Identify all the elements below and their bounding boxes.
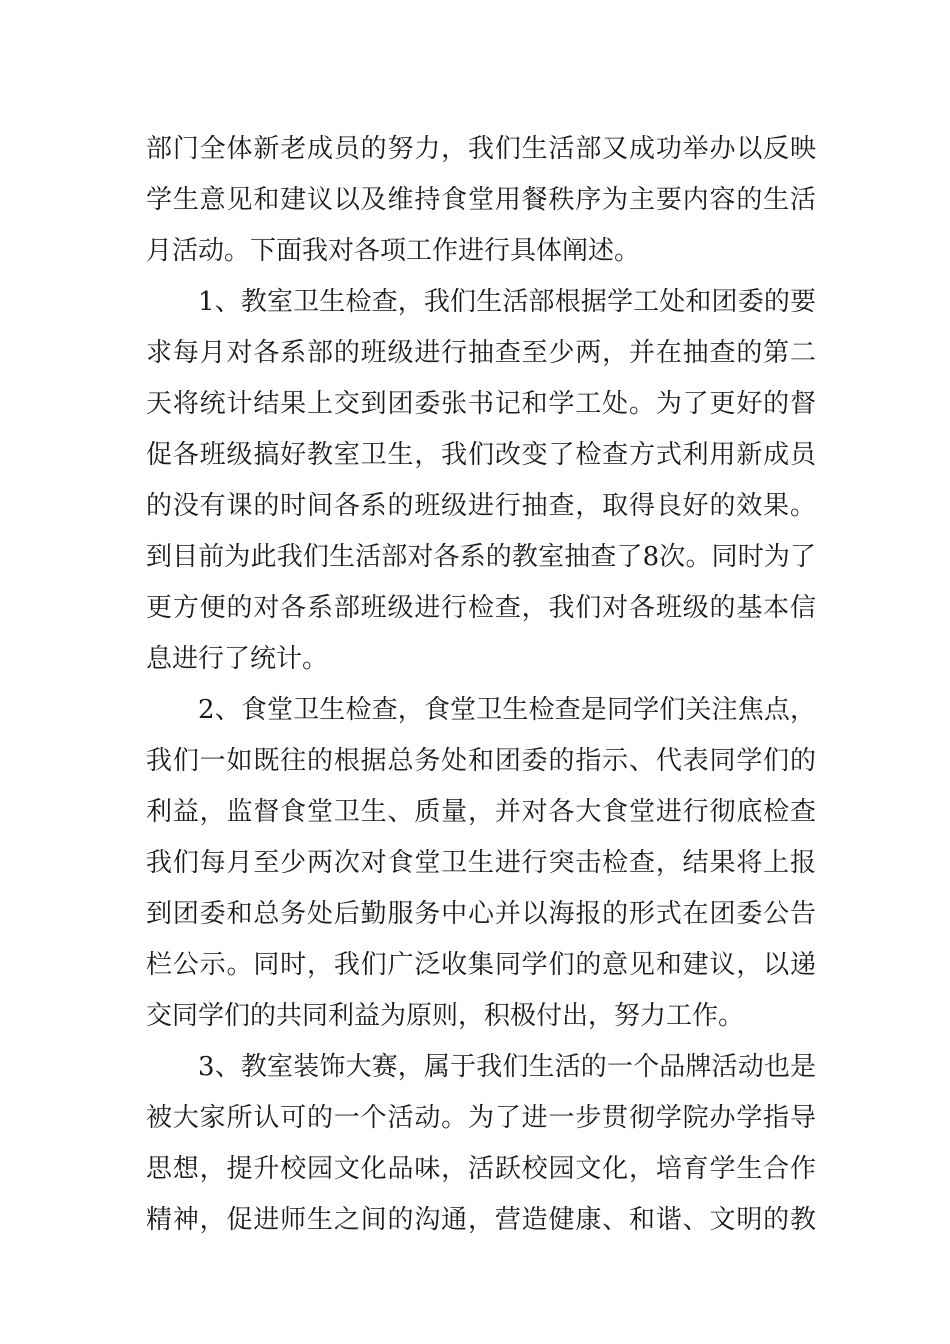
text-line: 利益，监督食堂卫生、质量，并对各大食堂进行彻底检查 (146, 797, 816, 827)
text-line: 部门全体新老成员的努力，我们生活部又成功举办以反映 (146, 134, 816, 164)
text-line: 被大家所认可的一个活动。为了进一步贯彻学院办学指导 (146, 1103, 816, 1133)
text-line: 2、食堂卫生检查，食堂卫生检查是同学们关注焦点， (198, 695, 816, 725)
text-line: 到团委和总务处后勤服务中心并以海报的形式在团委公告 (146, 899, 816, 929)
text-line: 月活动。下面我对各项工作进行具体阐述。 (146, 236, 641, 266)
text-line: 交同学们的共同利益为原则，积极付出，努力工作。 (146, 1001, 745, 1031)
text-line: 的没有课的时间各系的班级进行抽查，取得良好的效果。 (146, 491, 816, 521)
text-line: 促各班级搞好教室卫生，我们改变了检查方式利用新成员 (146, 440, 816, 470)
text-line: 精神，促进师生之间的沟通，营造健康、和谐、文明的教 (146, 1205, 816, 1235)
text-line: 3、教室装饰大赛，属于我们生活的一个品牌活动也是 (198, 1052, 816, 1082)
text-line: 学生意见和建议以及维持食堂用餐秩序为主要内容的生活 (146, 185, 816, 215)
text-line: 天将统计结果上交到团委张书记和学工处。为了更好的督 (146, 389, 816, 419)
text-line: 我们一如既往的根据总务处和团委的指示、代表同学们的 (146, 746, 816, 776)
text-line: 栏公示。同时，我们广泛收集同学们的意见和建议，以递 (146, 950, 816, 980)
text-line: 1、教室卫生检查，我们生活部根据学工处和团委的要 (198, 287, 816, 317)
text-line: 到目前为此我们生活部对各系的教室抽查了8次。同时为了 (146, 542, 816, 572)
text-line: 我们每月至少两次对食堂卫生进行突击检查，结果将上报 (146, 848, 816, 878)
body-text (146, 124, 816, 1246)
text-line: 思想，提升校园文化品味，活跃校园文化，培育学生合作 (146, 1154, 816, 1184)
text-line: 求每月对各系部的班级进行抽查至少两，并在抽查的第二 (146, 338, 816, 368)
text-line: 更方便的对各系部班级进行检查，我们对各班级的基本信 (146, 593, 816, 623)
text-line: 息进行了统计。 (146, 644, 329, 674)
